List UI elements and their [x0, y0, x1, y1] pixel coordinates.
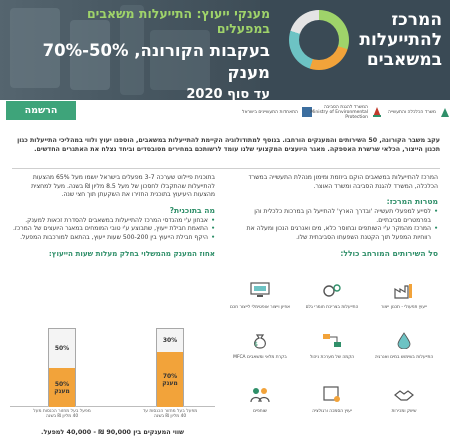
chart-bar-grant: [157, 352, 183, 407]
list-item: • לסייע למפעלי תעשייה 'ובדרך הארץ' להתייעל הן במרכות כלכלית והן בפרמטרים סביבתיים.: [233, 208, 438, 225]
chart-title: אחוז המענק מהמשלוי בחלק מעלות שעות הייעוץ:: [48, 248, 215, 258]
monitor-icon: [249, 282, 271, 299]
service-item: התייעלות בשימוש במים ואנרגיה: [370, 332, 438, 361]
services-grid: [226, 282, 438, 432]
how-list: [10, 217, 215, 243]
service-item: אפיון וייצור אופטימלי לייצור חכם: [226, 282, 294, 311]
list-item: • היקף חבילת הייעוץ בין 500-200 שעות ייעוץ, בהתאם למורכבות המפעל.: [10, 234, 215, 243]
partners-row: [0, 100, 450, 126]
divider: [12, 168, 440, 169]
list-item: • המרכז מהמקר ע'י השותפים ובחוסר כלא, מים ואנרגים הנכון ומעלה את רווחיות המפעל תוך הקטנת השפעתו הסביבתית שלו.: [233, 225, 438, 242]
partner-logo-economy: [378, 103, 450, 121]
list-item: • התאמת חבילת ייעוץ, שתבוצע ע'י טובי המומחים במאגר היועצים של המרכז.: [10, 225, 215, 234]
gears-icon: [321, 282, 343, 299]
center-logo-text: המרכז להתייעלות במשאבים: [359, 10, 442, 70]
water-icon: [393, 332, 415, 349]
chart-category-label: מפעל בעל מחזור הכנסות מעל 40 מליון ₪ בשנה: [33, 409, 91, 420]
svg-text:$: $: [254, 341, 258, 348]
header-banner: [0, 0, 450, 100]
right-column: [233, 174, 438, 259]
service-item: $ בקרת מלאי ומשאבים MFCA: [226, 332, 294, 361]
grant-chart: [10, 320, 215, 432]
government-emblem-icon: [439, 105, 450, 119]
left-column: [10, 174, 215, 259]
factory-icon: [393, 282, 415, 299]
chart-data-label: 70% מענק: [162, 372, 178, 387]
center-description: המרכז להתייעלות במשאבים הוקם ביוזמת ומימון מנהלת התעשייה במשרד הכלכלה, המשרד להגנת הסביבה ומשרד האוצר.: [248, 174, 438, 190]
workflow-icon: [321, 332, 343, 349]
people-icon: [249, 386, 271, 403]
register-tag[interactable]: הרשמה: [6, 101, 76, 120]
partner-logo-label: משרד הכלכלה והתעשייה: [388, 109, 436, 115]
goals-list: [233, 208, 438, 242]
money-bag-icon: [249, 332, 271, 349]
chart-bar-grant: [49, 368, 75, 407]
list-item: • אבחון ע'י מהנדסי המרכז להתייעלות במשאבים להסדרת זכאות למענק.: [10, 217, 215, 226]
chart-bar: [156, 328, 184, 406]
handshake-icon: [393, 386, 415, 403]
header-title: בעקבות הקורונה, 50%-70% מענק: [42, 41, 270, 82]
service-item: שותפים: [226, 386, 294, 415]
recycle-ring-icon: [289, 10, 349, 70]
chart-data-label: 50% מענק: [54, 380, 70, 395]
partner-logo-environment: [310, 103, 383, 121]
services-title: סל השירותים המורחב כולל:: [340, 248, 438, 258]
how-title: מה בתוכנית?: [169, 205, 215, 215]
header-titles: [30, 6, 270, 100]
goals-title: מטרות המרכז:: [386, 197, 438, 207]
service-item: הקמה של מערכת ניהול: [298, 332, 366, 361]
service-item: יעוץ הסמכה ורגולציה: [298, 386, 366, 415]
grant-footnote: שווי המענקים בין 90,000 ₪ - 40,000 למפעל.: [41, 428, 184, 436]
partner-logo-label: התאחדות התעשיינים בישראל: [242, 109, 298, 115]
certificate-icon: [321, 386, 343, 403]
chart-bar: [48, 328, 76, 406]
service-item: שיווק ומכירות: [370, 386, 438, 415]
service-item: ייעוץ תפעולי - תכנון ייצור: [370, 282, 438, 311]
center-logo: [285, 0, 450, 100]
header-date: עד סוף 2020: [186, 87, 270, 100]
chart-category-label: מפעל בעל מחזור הכנסות עד 40 מליון ₪ בשנה: [142, 409, 198, 420]
intro-text: עקב משבר הקורונה, 50 השירותים והמענקים הורחבו. בנוסף למתודולוגיה הקיימת להתייעלות במשאבים, הוספנו יעוץ ולווי במהליכי התייעלות כגון תכנון הייצור, הכלאי שרשרת האספקה. מאגר היועצים המקצועי שלנו עומד לרשותכם במחירים מסובסדים וביחד נצלח את האתגרים החדשים.: [17, 137, 440, 153]
partner-logo-label: המשרד להגנת הסביבה Ministry of Environmental Protection: [310, 104, 368, 120]
service-item: התייעלות בצריכת חומרי גלם: [298, 282, 366, 311]
chart-bar-remainder: 30%: [157, 329, 183, 352]
header-subtitle: מענקי ייעוץ: התייעלות משאבים במפעלים: [86, 6, 270, 36]
chart-bar-remainder: 50%: [49, 329, 75, 368]
chart-baseline: [10, 406, 215, 407]
partner-logo-manufacturers: [240, 103, 313, 121]
pilot-text: בתוכנית פיילוט שערכה 3-7 מפעלים בישראל יושמו מעל 65% מהצעות להתייעלות שהתקבלו לחסכון של מעל 8.5 מליון ₪ בשנה. מעל למחצית מהצעות היעיעוץ בתוכנית החזירו את השקעתן תוך חצי שנה.: [31, 174, 215, 199]
